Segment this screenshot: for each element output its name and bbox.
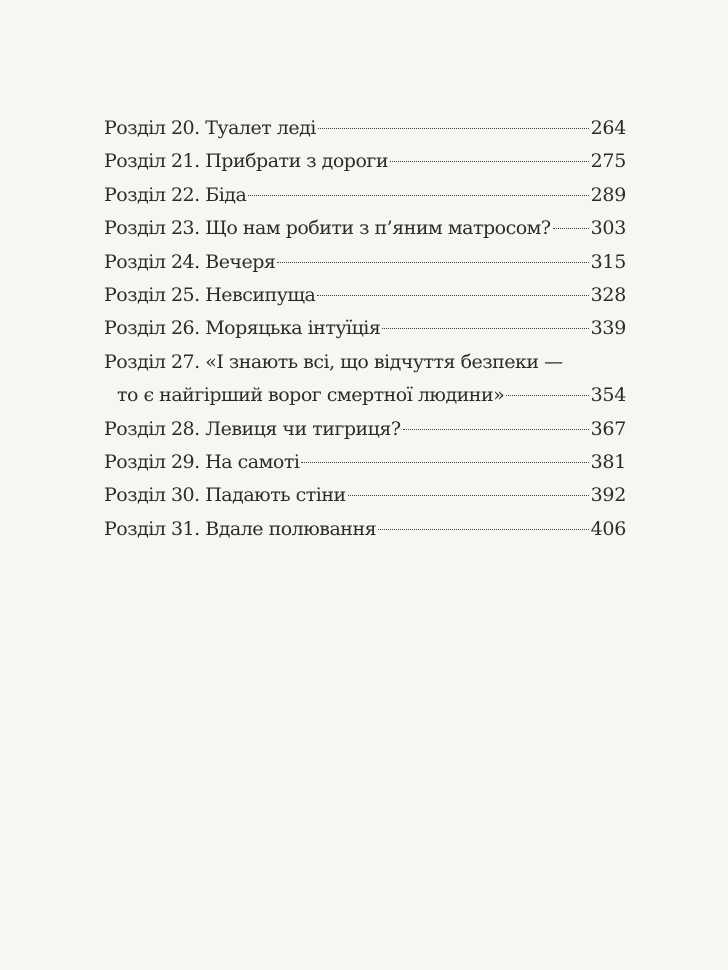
toc-entry-page: 392 — [590, 484, 626, 507]
toc-entry[interactable] — [104, 346, 626, 413]
toc-entry-title: Розділ 22. Біда — [104, 183, 247, 206]
toc-entry-title: Розділ 25. Невсипуща — [104, 283, 316, 306]
toc-entry-title-line1: Розділ 27. «І знають всі, що відчуття безпеки — — [104, 350, 563, 373]
toc-entry-page: 328 — [590, 283, 626, 306]
toc-entry[interactable] — [104, 446, 626, 479]
toc-entry-title: Розділ 24. Вечеря — [104, 250, 276, 273]
toc-entry-page: 381 — [590, 450, 626, 473]
toc-entry[interactable] — [104, 513, 626, 546]
toc-entry[interactable] — [104, 179, 626, 212]
toc-entry-page: 289 — [590, 183, 626, 206]
toc-entry[interactable] — [104, 212, 626, 245]
dot-leader — [506, 395, 588, 396]
toc-entry[interactable] — [104, 112, 626, 145]
toc-entry-title: Розділ 23. Що нам робити з п’яним матросом? — [104, 217, 551, 240]
toc-entry-page: 303 — [590, 217, 626, 240]
toc-entry[interactable] — [104, 479, 626, 512]
toc-entry-page: 315 — [590, 250, 626, 273]
dot-leader — [348, 495, 589, 496]
toc-entry-page: 354 — [590, 384, 626, 407]
dot-leader — [553, 228, 589, 229]
toc-entry[interactable] — [104, 279, 626, 312]
toc-entry-title: Розділ 30. Падають стіни — [104, 484, 346, 507]
dot-leader — [403, 429, 589, 430]
dot-leader — [382, 328, 588, 329]
toc-entry[interactable] — [104, 413, 626, 446]
dot-leader — [248, 195, 588, 196]
toc-entry-page: 367 — [590, 417, 626, 440]
table-of-contents — [104, 112, 626, 546]
toc-entry-title: Розділ 31. Вдале полювання — [104, 517, 377, 540]
toc-entry-title: Розділ 21. Прибрати з дороги — [104, 150, 389, 173]
toc-entry[interactable] — [104, 246, 626, 279]
toc-entry-page: 339 — [590, 317, 626, 340]
dot-leader — [301, 462, 588, 463]
toc-entry-title: Розділ 26. Моряцька інтуїція — [104, 317, 381, 340]
toc-entry[interactable] — [104, 312, 626, 345]
toc-entry-title: Розділ 20. Туалет леді — [104, 117, 316, 139]
dot-leader — [390, 161, 589, 162]
dot-leader — [318, 128, 589, 129]
toc-entry[interactable] — [104, 145, 626, 178]
toc-entry-title: Розділ 29. На самоті — [104, 450, 300, 473]
dot-leader — [378, 529, 589, 530]
toc-entry-page: 275 — [590, 150, 626, 173]
toc-entry-page: 264 — [590, 117, 626, 139]
toc-entry-title-line2: то є найгірший ворог смертної людини» — [117, 384, 505, 407]
dot-leader — [277, 262, 588, 263]
toc-entry-title: Розділ 28. Левиця чи тигриця? — [104, 417, 401, 440]
toc-entry-page: 406 — [590, 517, 626, 540]
dot-leader — [317, 295, 588, 296]
